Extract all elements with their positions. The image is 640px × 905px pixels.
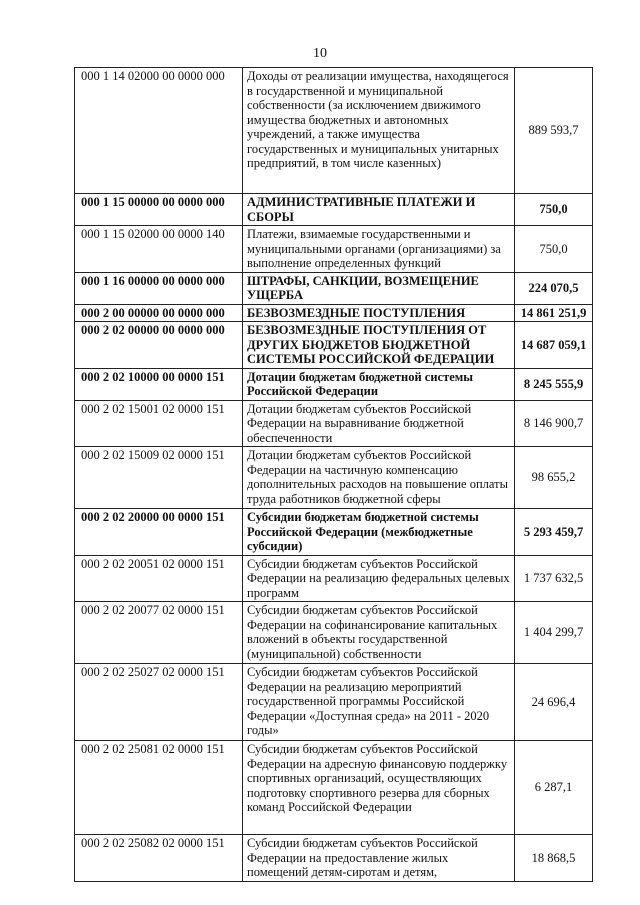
budget-code: 000 1 15 00000 00 0000 000 [75,194,243,226]
revenue-name: Платежи, взимаемые государственными и муниципальными органами (организациями) за выполнение определенных функций [243,226,515,273]
budget-code: 000 2 02 25082 02 0000 151 [75,835,243,882]
table-row [75,226,593,273]
budget-code: 000 2 02 20077 02 0000 151 [75,602,243,664]
table-row [75,272,593,304]
table-row [75,509,593,556]
table-row [75,304,593,322]
table-row [75,664,593,741]
budget-code: 000 2 02 25081 02 0000 151 [75,741,243,835]
table-row [75,194,593,226]
budget-revenue-table [74,67,593,882]
revenue-name: Субсидии бюджетам субъектов Российской Федерации на софинансирование капитальных вложений в объекты государственной (муниципальной) собственности [243,602,515,664]
table-row [75,555,593,602]
revenue-name: БЕЗВОЗМЕЗДНЫЕ ПОСТУПЛЕНИЯ [243,304,515,322]
table-row [75,447,593,509]
revenue-name: АДМИНИСТРАТИВНЫЕ ПЛАТЕЖИ И СБОРЫ [243,194,515,226]
revenue-name: Субсидии бюджетам субъектов Российской Федерации на адресную финансовую поддержку спортивных организаций, осуществляющих подготовку спортивного резерва для сборных команд Российской Федерации [243,741,515,835]
budget-code: 000 2 02 25027 02 0000 151 [75,664,243,741]
budget-code: 000 1 15 02000 00 0000 140 [75,226,243,273]
amount: 8 245 555,9 [515,368,593,400]
amount: 8 146 900,7 [515,400,593,447]
amount: 750,0 [515,194,593,226]
table-row [75,68,593,194]
budget-code: 000 2 02 20051 02 0000 151 [75,555,243,602]
revenue-name: Дотации бюджетам бюджетной системы Российской Федерации [243,368,515,400]
amount: 14 687 059,1 [515,322,593,369]
amount: 14 861 251,9 [515,304,593,322]
budget-code: 000 1 16 00000 00 0000 000 [75,272,243,304]
page-number: 10 [313,46,327,61]
budget-code: 000 2 02 20000 00 0000 151 [75,509,243,556]
budget-code: 000 2 02 15001 02 0000 151 [75,400,243,447]
budget-code: 000 1 14 02000 00 0000 000 [75,68,243,194]
table-row [75,602,593,664]
amount: 6 287,1 [515,741,593,835]
revenue-name: БЕЗВОЗМЕЗДНЫЕ ПОСТУПЛЕНИЯ ОТ ДРУГИХ БЮДЖЕТОВ БЮДЖЕТНОЙ СИСТЕМЫ РОССИЙСКОЙ ФЕДЕРАЦИИ [243,322,515,369]
table-row [75,400,593,447]
budget-code: 000 2 02 00000 00 0000 000 [75,322,243,369]
revenue-name: Субсидии бюджетам бюджетной системы Российской Федерации (межбюджетные субсидии) [243,509,515,556]
table-row [75,741,593,835]
table-row [75,368,593,400]
revenue-name: Субсидии бюджетам субъектов Российской Федерации на предоставление жилых помещений детям-сиротам и детям, [243,835,515,882]
revenue-name: Субсидии бюджетам субъектов Российской Федерации на реализацию мероприятий государственной программы Российской Федерации «Доступная среда» на 2011 - 2020 годы» [243,664,515,741]
revenue-name: Дотации бюджетам субъектов Российской Федерации на выравнивание бюджетной обеспеченности [243,400,515,447]
table-body [75,68,593,882]
amount: 98 655,2 [515,447,593,509]
revenue-name: ШТРАФЫ, САНКЦИИ, ВОЗМЕЩЕНИЕ УЩЕРБА [243,272,515,304]
amount: 750,0 [515,226,593,273]
revenue-name: Субсидии бюджетам субъектов Российской Федерации на реализацию федеральных целевых программ [243,555,515,602]
table-row [75,322,593,369]
amount: 889 593,7 [515,68,593,194]
budget-code: 000 2 02 10000 00 0000 151 [75,368,243,400]
budget-code: 000 2 00 00000 00 0000 000 [75,304,243,322]
amount: 224 070,5 [515,272,593,304]
amount: 1 404 299,7 [515,602,593,664]
amount: 1 737 632,5 [515,555,593,602]
revenue-name: Доходы от реализации имущества, находящегося в государственной и муниципальной собственности (за исключением движимого имущества бюджетных и автономных учреждений, а также имущества государственных и муниципальных унитарных предприятий, в том числе казенных) [243,68,515,194]
revenue-name: Дотации бюджетам субъектов Российской Федерации на частичную компенсацию дополнительных расходов на повышение оплаты труда работников бюджетной сферы [243,447,515,509]
budget-code: 000 2 02 15009 02 0000 151 [75,447,243,509]
amount: 24 696,4 [515,664,593,741]
amount: 5 293 459,7 [515,509,593,556]
table-row [75,835,593,882]
amount: 18 868,5 [515,835,593,882]
